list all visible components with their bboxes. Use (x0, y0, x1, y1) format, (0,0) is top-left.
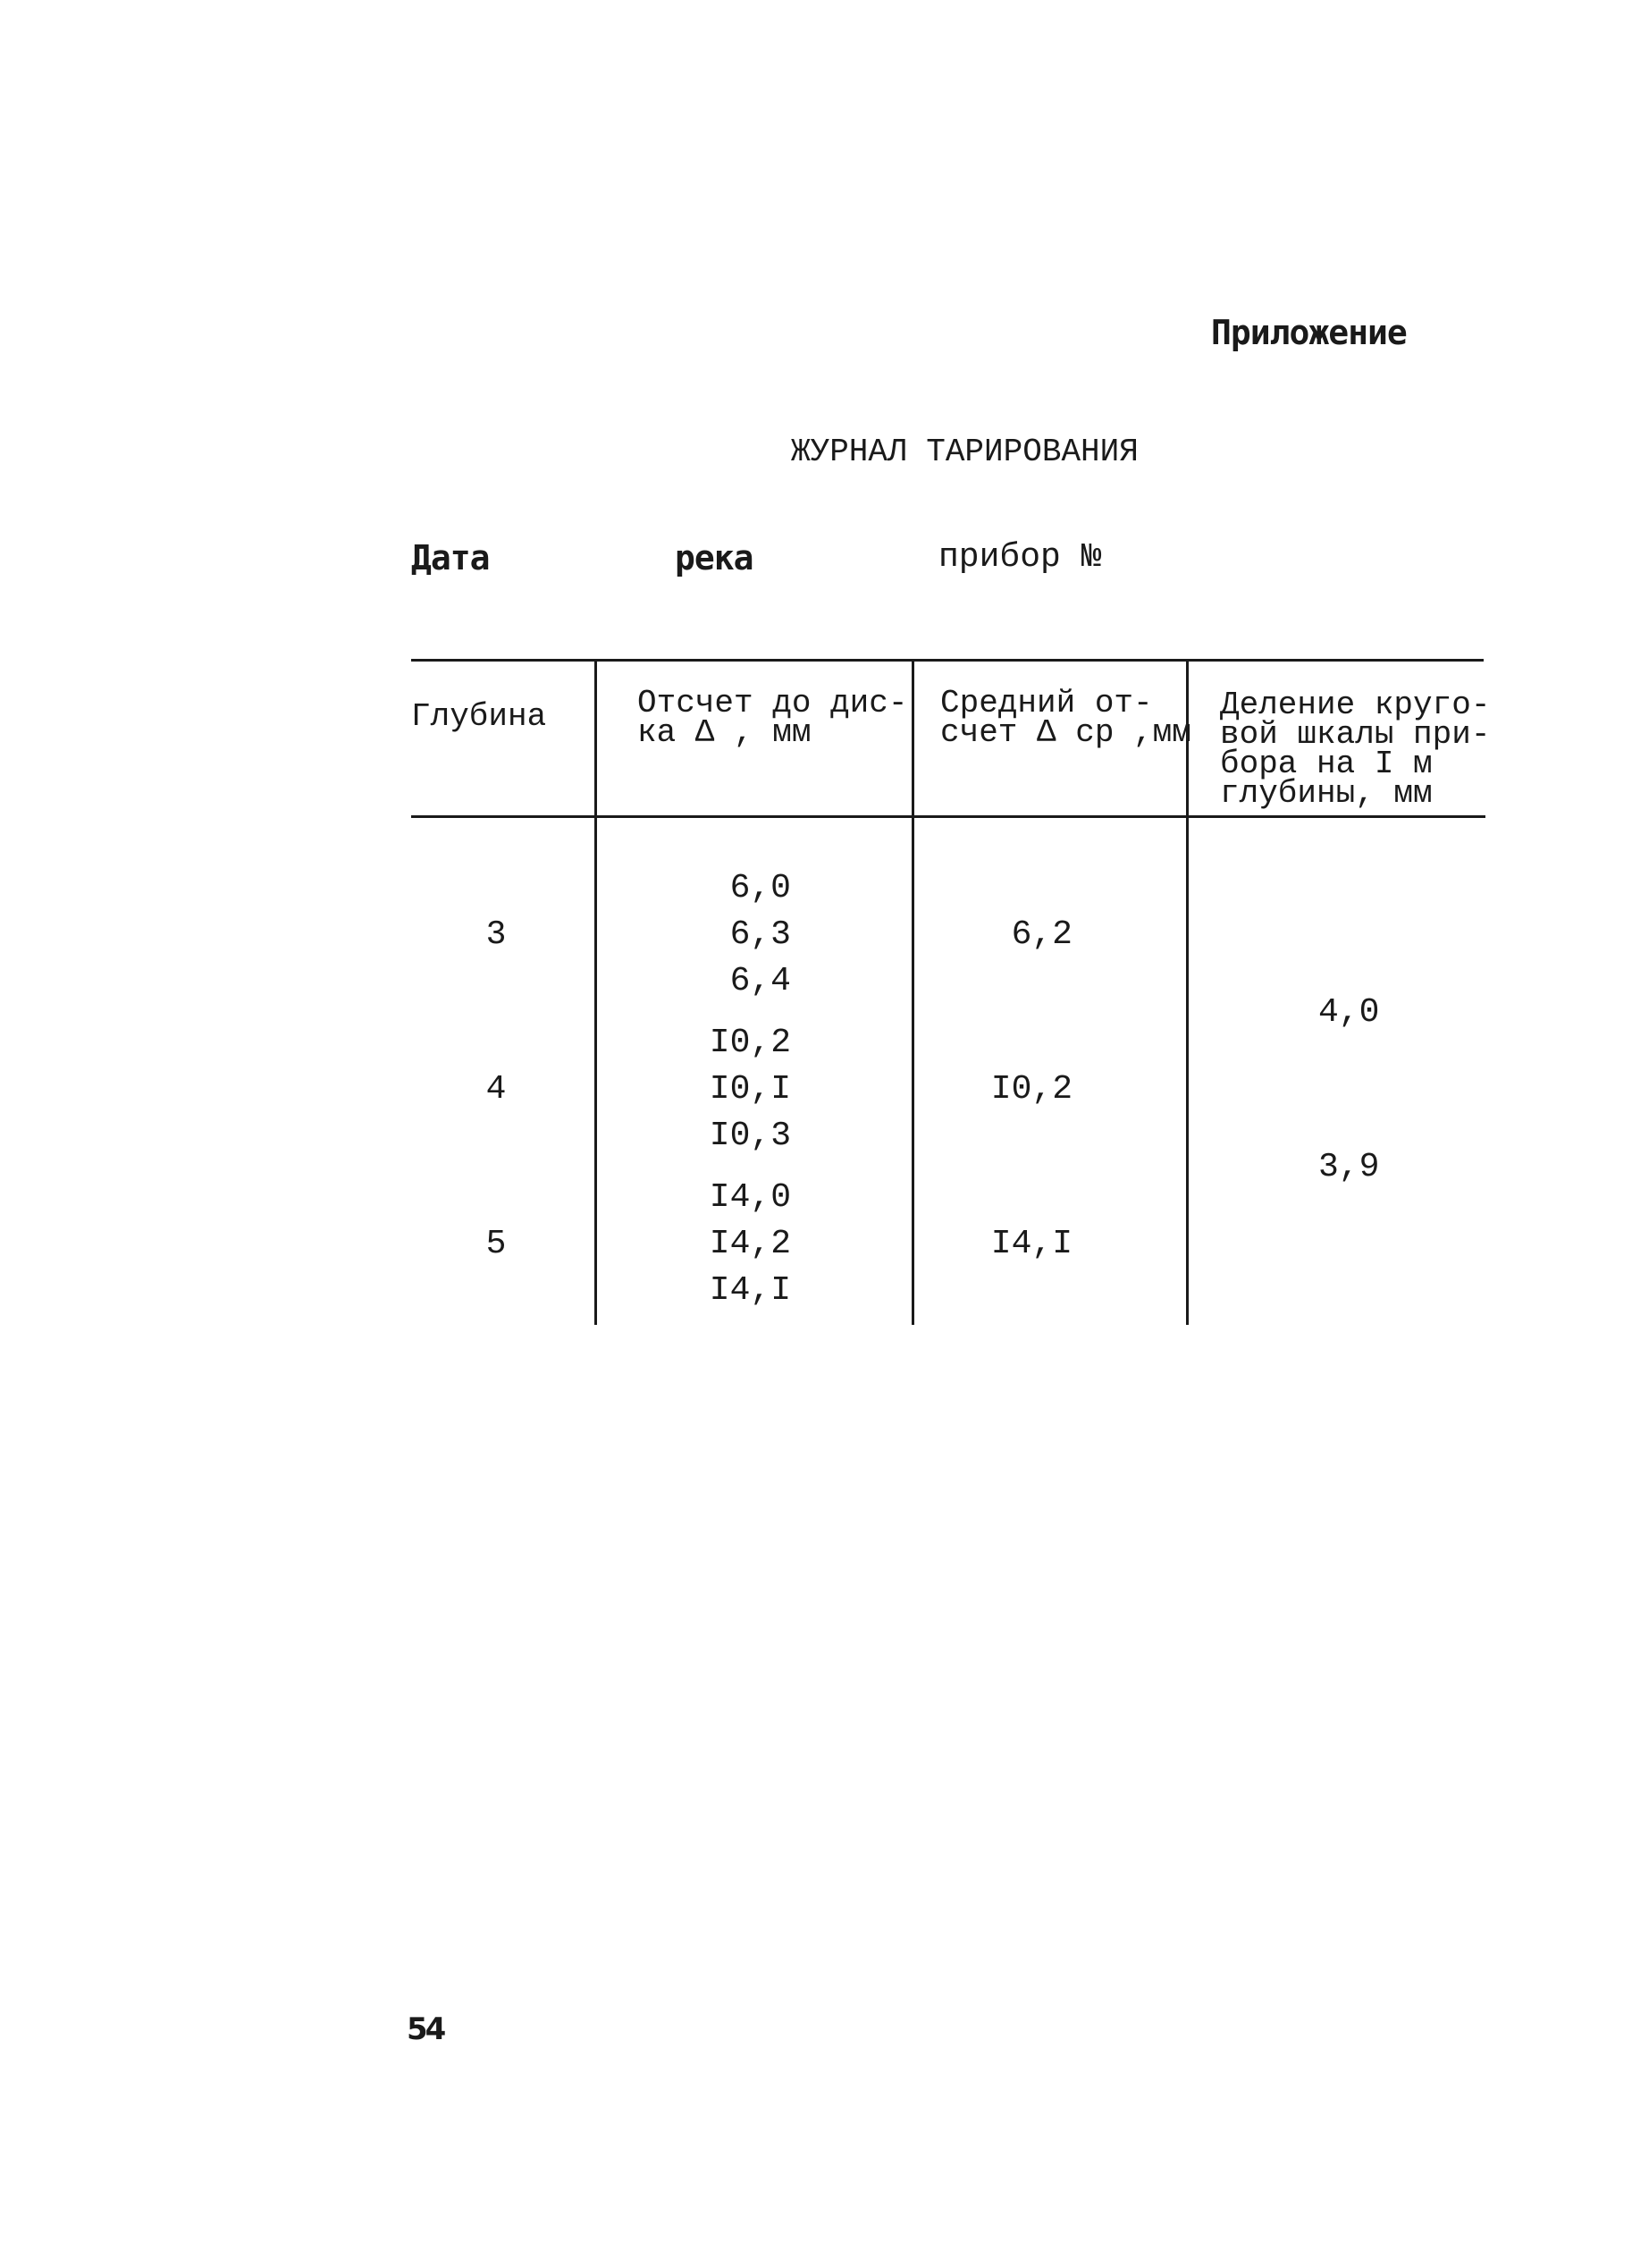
table-row-depth: 4 (485, 1070, 507, 1109)
scale-division-value: 3,9 (1318, 1148, 1380, 1186)
device-label: прибор № (938, 538, 1102, 577)
table-row-mean: I0,2 (990, 1070, 1073, 1109)
table-row-reading: I4,I (709, 1271, 791, 1310)
table-row-reading: I4,0 (709, 1178, 791, 1217)
column-divider-3 (1186, 659, 1189, 1325)
date-label: Дата (411, 538, 490, 578)
table-row-reading: 6,3 (729, 915, 791, 954)
table-row-reading: 6,0 (729, 869, 791, 907)
table-row-reading: 6,4 (729, 962, 791, 1000)
journal-title: ЖУРНАЛ ТАРИРОВАНИЯ (791, 434, 1139, 470)
appendix-label: Приложение (1211, 313, 1407, 352)
table-top-rule (411, 659, 1484, 662)
table-row-mean: 6,2 (1011, 915, 1073, 954)
column-divider-2 (912, 659, 914, 1325)
scale-division-value: 4,0 (1318, 993, 1380, 1032)
table-row-depth: 5 (485, 1225, 507, 1263)
table-row-mean: I4,I (990, 1225, 1073, 1263)
river-label: река (675, 538, 753, 578)
header-depth: Глубина (411, 698, 547, 735)
table-row-reading: I0,3 (709, 1117, 791, 1155)
table-row-reading: I4,2 (709, 1225, 791, 1263)
table-row-depth: 3 (485, 915, 507, 954)
header-scale-division: Деление круго- вой шкалы при- бора на I м глубины, мм (1220, 687, 1491, 812)
table-row-reading: I0,2 (709, 1024, 791, 1062)
table-row-reading: I0,I (709, 1070, 791, 1109)
page-number: 54 (407, 2011, 444, 2047)
table-header-rule (411, 815, 1485, 818)
header-mean-reading: Средний от- счет Δ ср ,мм (940, 685, 1191, 751)
header-disk-reading: Отсчет до дис- ка Δ , мм (637, 685, 908, 751)
column-divider-1 (594, 659, 597, 1325)
